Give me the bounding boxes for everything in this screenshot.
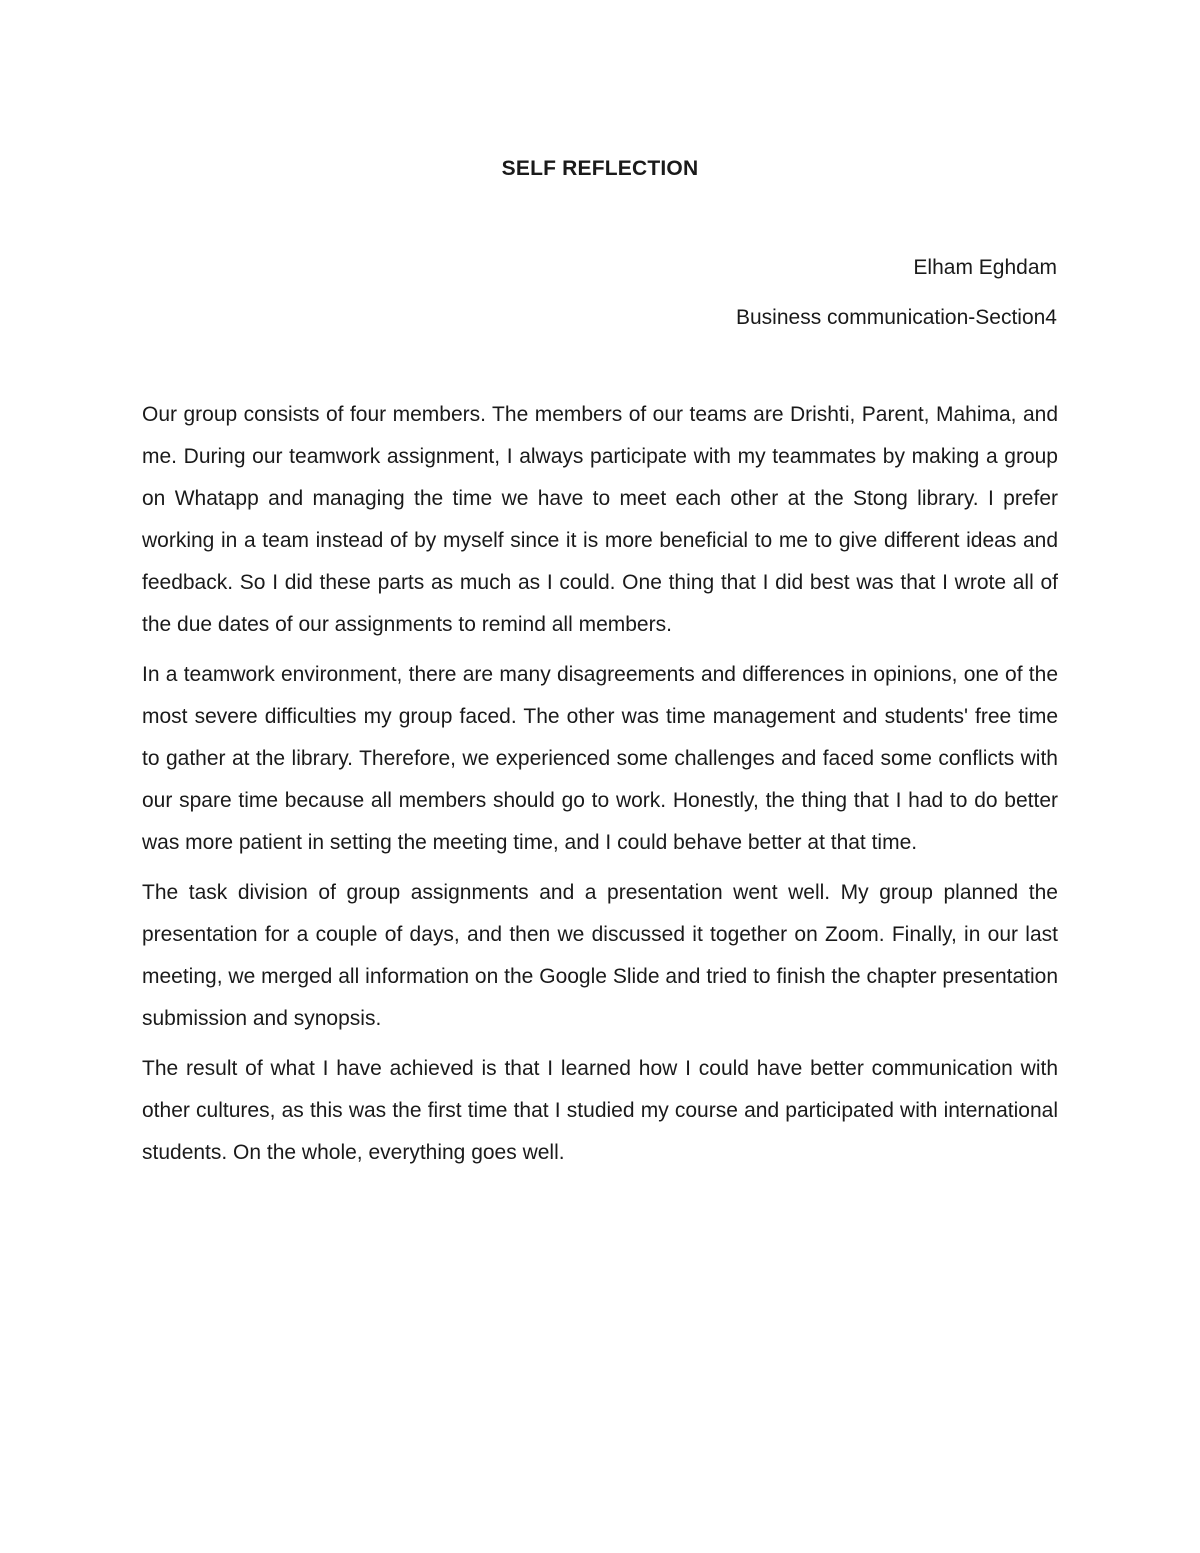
document-body xyxy=(142,394,1058,1182)
document-title: SELF REFLECTION xyxy=(501,157,699,180)
paragraph-1: Our group consists of four members. The members of our teams are Drishti, Parent, Mahima, and me. During our teamwork assignment, I always participate with my teammates by making a group on Whatapp and managing the time we have to meet each other at the Stong library. I prefer working in a team instead of by myself since it is more beneficial to me to give different ideas and feedback. So I did these parts as much as I could. One thing that I did best was that I wrote all of the due dates of our assignments to remind all members. xyxy=(142,403,1058,636)
paragraph-4: The result of what I have achieved is that I learned how I could have better communication with other cultures, as this was the first time that I studied my course and participated with international students. On the whole, everything goes well. xyxy=(142,1057,1058,1164)
course-section: Business communication-Section4 xyxy=(736,306,1057,329)
paragraph-2: In a teamwork environment, there are many disagreements and differences in opinions, one of the most severe difficulties my group faced. The other was time management and students' free time to gather at the library. Therefore, we experienced some challenges and faced some conflicts with our spare time because all members should go to work. Honestly, the thing that I had to do better was more patient in setting the meeting time, and I could behave better at that time. xyxy=(142,663,1058,854)
paragraph-3: The task division of group assignments and a presentation went well. My group planned the presentation for a couple of days, and then we discussed it together on Zoom. Finally, in our last meeting, we merged all information on the Google Slide and tried to finish the chapter presentation submission and synopsis. xyxy=(142,881,1058,1030)
author-name: Elham Eghdam xyxy=(913,256,1057,279)
